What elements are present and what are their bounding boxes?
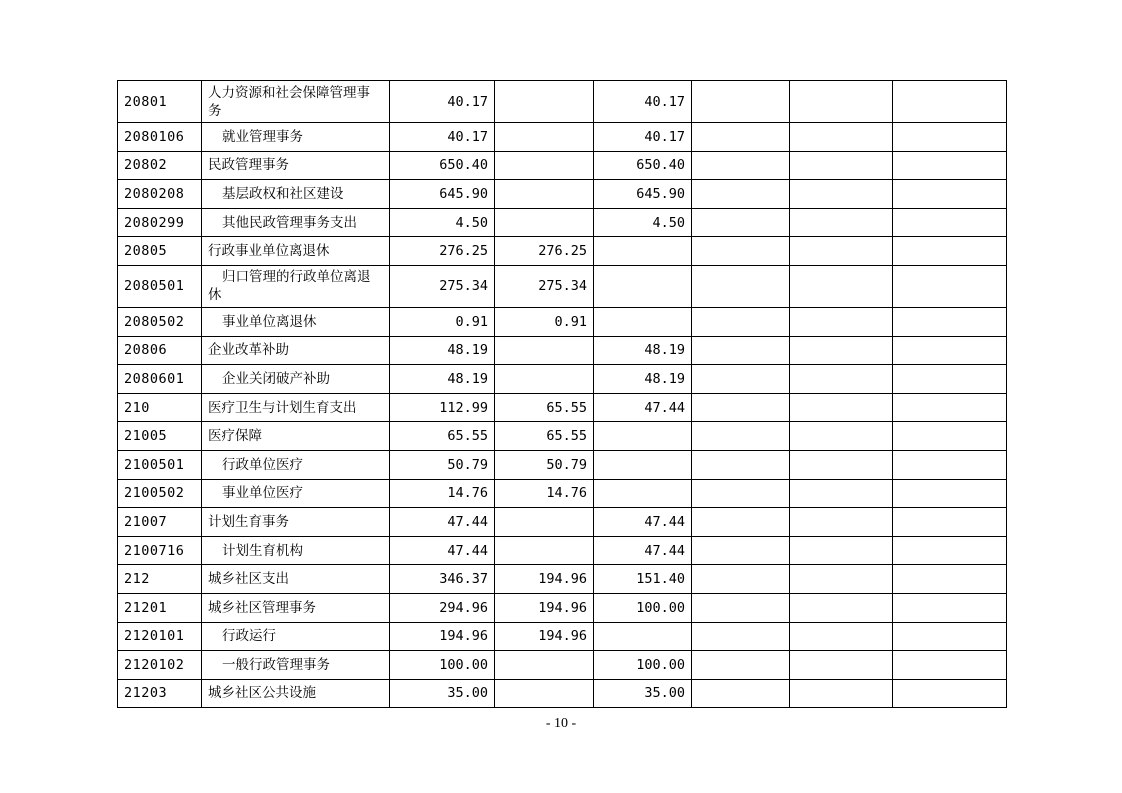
subject-code-cell <box>118 593 202 622</box>
total-amount-text: 48.19 <box>447 370 488 387</box>
basic-expenditure-text: 65.55 <box>546 399 587 416</box>
basic-expenditure-cell <box>495 651 594 680</box>
total-amount-cell <box>390 237 495 266</box>
table-row <box>118 307 1007 336</box>
basic-expenditure-cell <box>495 508 594 537</box>
total-amount-cell <box>390 450 495 479</box>
basic-expenditure-cell <box>495 123 594 152</box>
basic-expenditure-cell <box>495 81 594 123</box>
empty-cell <box>692 307 790 336</box>
empty-cell <box>893 622 1007 651</box>
subject-code-cell <box>118 450 202 479</box>
total-amount-text: 4.50 <box>455 214 488 231</box>
subject-code-cell <box>118 393 202 422</box>
empty-cell <box>893 479 1007 508</box>
empty-cell <box>692 208 790 237</box>
empty-cell <box>692 565 790 594</box>
project-expenditure-cell <box>594 593 692 622</box>
empty-cell <box>692 151 790 180</box>
empty-cell <box>893 508 1007 537</box>
total-amount-text: 65.55 <box>447 428 488 445</box>
table-row <box>118 151 1007 180</box>
empty-cell <box>790 393 893 422</box>
subject-code-text: 210 <box>124 399 150 416</box>
total-amount-cell <box>390 651 495 680</box>
empty-cell <box>893 208 1007 237</box>
empty-cell <box>692 123 790 152</box>
subject-code-text: 2100501 <box>124 456 185 473</box>
subject-code-cell <box>118 180 202 209</box>
empty-cell <box>692 81 790 123</box>
page-number: - 10 - <box>545 716 577 731</box>
basic-expenditure-cell <box>495 450 594 479</box>
project-expenditure-text: 47.44 <box>644 542 685 559</box>
empty-cell <box>692 508 790 537</box>
basic-expenditure-cell <box>495 307 594 336</box>
empty-cell <box>893 365 1007 394</box>
basic-expenditure-cell <box>495 208 594 237</box>
empty-cell <box>893 81 1007 123</box>
table-row <box>118 180 1007 209</box>
table-row <box>118 365 1007 394</box>
project-expenditure-text: 151.40 <box>636 571 685 588</box>
basic-expenditure-cell <box>495 265 594 307</box>
subject-code-cell <box>118 622 202 651</box>
empty-cell <box>893 151 1007 180</box>
subject-name-text: 行政事业单位离退休 <box>208 243 330 260</box>
basic-expenditure-cell <box>495 536 594 565</box>
subject-code-cell <box>118 208 202 237</box>
basic-expenditure-cell <box>495 151 594 180</box>
total-amount-text: 0.91 <box>455 313 488 330</box>
project-expenditure-cell <box>594 450 692 479</box>
subject-code-cell <box>118 265 202 307</box>
total-amount-cell <box>390 565 495 594</box>
empty-cell <box>692 593 790 622</box>
table-row <box>118 593 1007 622</box>
empty-cell <box>893 336 1007 365</box>
subject-name-cell <box>202 450 390 479</box>
total-amount-cell <box>390 151 495 180</box>
subject-code-cell <box>118 651 202 680</box>
project-expenditure-cell <box>594 422 692 451</box>
subject-code-cell <box>118 479 202 508</box>
total-amount-text: 275.34 <box>439 278 488 295</box>
total-amount-text: 47.44 <box>447 542 488 559</box>
empty-cell <box>790 151 893 180</box>
project-expenditure-text: 40.17 <box>644 93 685 110</box>
project-expenditure-cell <box>594 81 692 123</box>
table-row <box>118 265 1007 307</box>
subject-code-text: 2120101 <box>124 628 185 645</box>
subject-code-text: 20806 <box>124 342 168 359</box>
empty-cell <box>790 81 893 123</box>
empty-cell <box>893 265 1007 307</box>
subject-name-cell <box>202 180 390 209</box>
subject-name-text: 人力资源和社会保障管理事务 <box>208 84 370 119</box>
subject-name-text: 行政单位医疗 <box>222 456 303 473</box>
subject-name-cell <box>202 237 390 266</box>
project-expenditure-cell <box>594 237 692 266</box>
basic-expenditure-cell <box>495 365 594 394</box>
empty-cell <box>893 679 1007 708</box>
total-amount-cell <box>390 265 495 307</box>
empty-cell <box>692 365 790 394</box>
empty-cell <box>692 336 790 365</box>
project-expenditure-cell <box>594 565 692 594</box>
basic-expenditure-text: 14.76 <box>546 485 587 502</box>
total-amount-text: 50.79 <box>447 456 488 473</box>
total-amount-cell <box>390 307 495 336</box>
table-row <box>118 123 1007 152</box>
empty-cell <box>893 422 1007 451</box>
table-row <box>118 479 1007 508</box>
total-amount-cell <box>390 180 495 209</box>
subject-name-text: 计划生育机构 <box>222 542 303 559</box>
subject-name-text: 民政管理事务 <box>208 157 289 174</box>
empty-cell <box>893 593 1007 622</box>
subject-code-text: 2080501 <box>124 278 185 295</box>
subject-name-cell <box>202 365 390 394</box>
subject-name-cell <box>202 565 390 594</box>
project-expenditure-text: 48.19 <box>644 370 685 387</box>
empty-cell <box>692 422 790 451</box>
empty-cell <box>692 180 790 209</box>
basic-expenditure-cell <box>495 593 594 622</box>
subject-code-cell <box>118 237 202 266</box>
project-expenditure-cell <box>594 651 692 680</box>
total-amount-cell <box>390 479 495 508</box>
subject-code-text: 20801 <box>124 93 168 110</box>
project-expenditure-cell <box>594 393 692 422</box>
subject-name-cell <box>202 679 390 708</box>
total-amount-text: 47.44 <box>447 513 488 530</box>
project-expenditure-cell <box>594 622 692 651</box>
subject-code-text: 20805 <box>124 243 168 260</box>
project-expenditure-cell <box>594 508 692 537</box>
total-amount-cell <box>390 393 495 422</box>
subject-code-text: 21005 <box>124 428 168 445</box>
basic-expenditure-cell <box>495 622 594 651</box>
basic-expenditure-cell <box>495 479 594 508</box>
empty-cell <box>692 237 790 266</box>
total-amount-text: 112.99 <box>439 399 488 416</box>
table-row <box>118 679 1007 708</box>
total-amount-text: 100.00 <box>439 656 488 673</box>
subject-code-text: 20802 <box>124 157 168 174</box>
subject-code-text: 2080601 <box>124 370 185 387</box>
empty-cell <box>790 336 893 365</box>
total-amount-cell <box>390 508 495 537</box>
empty-cell <box>790 622 893 651</box>
total-amount-cell <box>390 536 495 565</box>
subject-code-cell <box>118 536 202 565</box>
subject-name-cell <box>202 651 390 680</box>
subject-code-cell <box>118 679 202 708</box>
project-expenditure-text: 47.44 <box>644 399 685 416</box>
total-amount-text: 40.17 <box>447 128 488 145</box>
project-expenditure-cell <box>594 151 692 180</box>
empty-cell <box>692 450 790 479</box>
basic-expenditure-text: 50.79 <box>546 456 587 473</box>
subject-name-text: 城乡社区管理事务 <box>208 599 316 616</box>
table-row <box>118 208 1007 237</box>
subject-name-text: 医疗卫生与计划生育支出 <box>208 399 357 416</box>
basic-expenditure-cell <box>495 565 594 594</box>
subject-name-text: 企业改革补助 <box>208 342 289 359</box>
subject-code-cell <box>118 336 202 365</box>
project-expenditure-cell <box>594 336 692 365</box>
subject-name-cell <box>202 208 390 237</box>
project-expenditure-cell <box>594 365 692 394</box>
table-row <box>118 508 1007 537</box>
empty-cell <box>893 536 1007 565</box>
subject-code-text: 21203 <box>124 685 168 702</box>
project-expenditure-text: 40.17 <box>644 128 685 145</box>
subject-code-cell <box>118 565 202 594</box>
subject-code-text: 2080502 <box>124 313 185 330</box>
total-amount-text: 35.00 <box>447 685 488 702</box>
subject-name-text: 事业单位医疗 <box>222 485 303 502</box>
empty-cell <box>790 265 893 307</box>
empty-cell <box>893 123 1007 152</box>
total-amount-cell <box>390 365 495 394</box>
subject-code-text: 2080208 <box>124 185 185 202</box>
empty-cell <box>790 536 893 565</box>
project-expenditure-text: 4.50 <box>652 214 685 231</box>
total-amount-cell <box>390 422 495 451</box>
table-row <box>118 422 1007 451</box>
project-expenditure-text: 35.00 <box>644 685 685 702</box>
subject-code-text: 2100716 <box>124 542 185 559</box>
subject-code-text: 212 <box>124 571 150 588</box>
empty-cell <box>893 450 1007 479</box>
subject-name-text: 城乡社区支出 <box>208 571 289 588</box>
project-expenditure-text: 100.00 <box>636 599 685 616</box>
subject-name-cell <box>202 393 390 422</box>
basic-expenditure-text: 0.91 <box>554 313 587 330</box>
subject-code-cell <box>118 151 202 180</box>
subject-code-text: 21007 <box>124 513 168 530</box>
subject-name-text: 一般行政管理事务 <box>222 656 330 673</box>
table-row <box>118 81 1007 123</box>
empty-cell <box>893 237 1007 266</box>
subject-code-cell <box>118 422 202 451</box>
project-expenditure-cell <box>594 479 692 508</box>
empty-cell <box>692 679 790 708</box>
total-amount-text: 294.96 <box>439 599 488 616</box>
subject-code-text: 2080106 <box>124 128 185 145</box>
subject-name-text: 归口管理的行政单位离退休 <box>208 269 371 304</box>
table-row <box>118 336 1007 365</box>
empty-cell <box>790 237 893 266</box>
subject-name-cell <box>202 265 390 307</box>
total-amount-cell <box>390 679 495 708</box>
project-expenditure-text: 650.40 <box>636 157 685 174</box>
total-amount-cell <box>390 593 495 622</box>
project-expenditure-cell <box>594 265 692 307</box>
empty-cell <box>692 536 790 565</box>
basic-expenditure-cell <box>495 180 594 209</box>
empty-cell <box>893 307 1007 336</box>
project-expenditure-text: 47.44 <box>644 513 685 530</box>
basic-expenditure-text: 194.96 <box>538 571 587 588</box>
subject-code-cell <box>118 81 202 123</box>
subject-name-text: 其他民政管理事务支出 <box>222 214 357 231</box>
subject-name-cell <box>202 536 390 565</box>
table-row <box>118 622 1007 651</box>
project-expenditure-text: 645.90 <box>636 185 685 202</box>
total-amount-text: 40.17 <box>447 93 488 110</box>
subject-code-text: 2120102 <box>124 656 185 673</box>
subject-name-cell <box>202 81 390 123</box>
subject-name-text: 企业关闭破产补助 <box>222 370 330 387</box>
subject-name-text: 就业管理事务 <box>222 128 303 145</box>
basic-expenditure-cell <box>495 393 594 422</box>
table-row <box>118 651 1007 680</box>
subject-code-cell <box>118 365 202 394</box>
project-expenditure-cell <box>594 208 692 237</box>
total-amount-cell <box>390 622 495 651</box>
total-amount-cell <box>390 81 495 123</box>
basic-expenditure-cell <box>495 336 594 365</box>
empty-cell <box>893 180 1007 209</box>
subject-name-cell <box>202 336 390 365</box>
basic-expenditure-text: 65.55 <box>546 428 587 445</box>
basic-expenditure-cell <box>495 237 594 266</box>
subject-code-text: 2100502 <box>124 485 185 502</box>
empty-cell <box>790 208 893 237</box>
empty-cell <box>893 651 1007 680</box>
subject-name-cell <box>202 151 390 180</box>
empty-cell <box>893 565 1007 594</box>
empty-cell <box>790 307 893 336</box>
empty-cell <box>790 508 893 537</box>
empty-cell <box>790 365 893 394</box>
project-expenditure-cell <box>594 679 692 708</box>
total-amount-cell <box>390 208 495 237</box>
project-expenditure-text: 48.19 <box>644 342 685 359</box>
empty-cell <box>893 393 1007 422</box>
empty-cell <box>790 450 893 479</box>
table-row <box>118 237 1007 266</box>
total-amount-text: 276.25 <box>439 243 488 260</box>
empty-cell <box>790 123 893 152</box>
basic-expenditure-text: 194.96 <box>538 628 587 645</box>
empty-cell <box>790 479 893 508</box>
subject-name-text: 基层政权和社区建设 <box>222 185 344 202</box>
empty-cell <box>692 265 790 307</box>
empty-cell <box>790 651 893 680</box>
total-amount-text: 14.76 <box>447 485 488 502</box>
subject-name-cell <box>202 479 390 508</box>
total-amount-text: 194.96 <box>439 628 488 645</box>
budget-table <box>117 80 1007 708</box>
empty-cell <box>790 593 893 622</box>
subject-name-cell <box>202 307 390 336</box>
empty-cell <box>790 422 893 451</box>
table-row <box>118 450 1007 479</box>
subject-name-cell <box>202 622 390 651</box>
project-expenditure-text: 100.00 <box>636 656 685 673</box>
basic-expenditure-text: 276.25 <box>538 243 587 260</box>
subject-name-text: 事业单位离退休 <box>222 313 317 330</box>
total-amount-cell <box>390 123 495 152</box>
total-amount-cell <box>390 336 495 365</box>
table-row <box>118 536 1007 565</box>
subject-name-cell <box>202 593 390 622</box>
table-body <box>118 81 1007 708</box>
subject-code-cell <box>118 508 202 537</box>
subject-name-cell <box>202 508 390 537</box>
subject-name-text: 医疗保障 <box>208 428 262 445</box>
table-row <box>118 565 1007 594</box>
empty-cell <box>692 479 790 508</box>
basic-expenditure-text: 194.96 <box>538 599 587 616</box>
basic-expenditure-text: 275.34 <box>538 278 587 295</box>
empty-cell <box>692 393 790 422</box>
empty-cell <box>790 679 893 708</box>
subject-code-text: 2080299 <box>124 214 185 231</box>
empty-cell <box>790 180 893 209</box>
total-amount-text: 645.90 <box>439 185 488 202</box>
project-expenditure-cell <box>594 536 692 565</box>
subject-name-cell <box>202 123 390 152</box>
empty-cell <box>692 651 790 680</box>
subject-name-text: 城乡社区公共设施 <box>208 685 316 702</box>
subject-name-cell <box>202 422 390 451</box>
project-expenditure-cell <box>594 180 692 209</box>
basic-expenditure-cell <box>495 679 594 708</box>
basic-expenditure-cell <box>495 422 594 451</box>
empty-cell <box>790 565 893 594</box>
empty-cell <box>692 622 790 651</box>
subject-code-cell <box>118 123 202 152</box>
table-row <box>118 393 1007 422</box>
total-amount-text: 650.40 <box>439 157 488 174</box>
subject-code-cell <box>118 307 202 336</box>
subject-code-text: 21201 <box>124 599 168 616</box>
subject-name-text: 行政运行 <box>222 628 276 645</box>
total-amount-text: 346.37 <box>439 571 488 588</box>
subject-name-text: 计划生育事务 <box>208 513 289 530</box>
project-expenditure-cell <box>594 123 692 152</box>
project-expenditure-cell <box>594 307 692 336</box>
total-amount-text: 48.19 <box>447 342 488 359</box>
